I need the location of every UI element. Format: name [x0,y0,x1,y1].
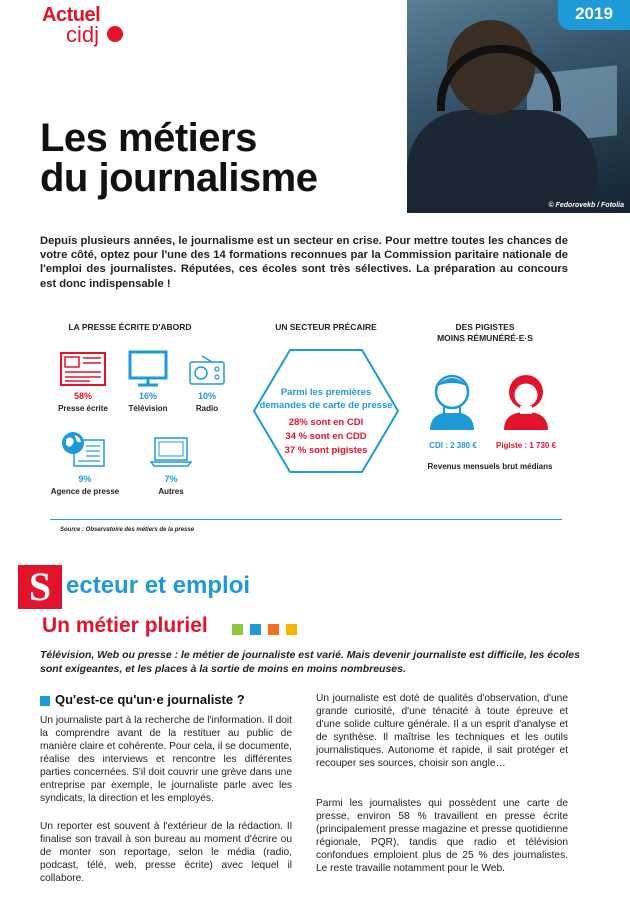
other-pct: 7% [164,474,178,484]
precarious-cdi: 28% sont en CDI [288,417,364,428]
color-square-green [232,624,243,635]
pigistes-title-line1: DES PIGISTES [455,322,515,332]
tv-icon [128,350,168,388]
cdi-salary: CDI : 2 380 € [429,441,477,450]
precarious-pigistes: 37 % sont pigistes [284,445,368,456]
section-initial-letter: S [18,565,62,609]
person-shoulders [407,110,597,213]
salary-caption: Revenus mensuels brut médians [427,462,553,471]
photo-credit: © Fedorovekb / Fotolia [548,202,624,209]
question-heading: Qu'est-ce qu'un·e journaliste ? [55,692,245,707]
precarious-line2: demandes de carte de presse [259,400,393,411]
radio-icon [188,354,226,386]
logo-camera-icon [107,26,123,42]
right-paragraph-1: Un journaliste est doté de qualités d'observation, d'une grande curiosité, d'une ténacité à toute épreuve et d'une solide culture générale. Il a un esprit d'analyse et de synthèse. Il maîtrise les techniques et les outils journalistiques. Autonome et rapide, il sait protéger et recouper ses sources, choisir son angle… [316,693,568,769]
left-paragraph-1: Un journaliste part à la recherche de l'information. Il doit la comprendre avant de la restituer au public de manière claire et cohérente. Pour cela, il se documente, réalise des interviews et rencontre les différentes parties concernées. S'il doit couvrir une grève dans une entreprise par exemple, le journaliste parle avec les syndicats, la direction et les employés. [40,715,292,804]
separator-line [50,519,562,520]
logo-actuel: Actuel [42,4,101,26]
newspaper-icon [60,352,106,386]
source-note: Source : Observatoire des métiers de la presse [60,527,195,533]
section-subtitle: Un métier pluriel [42,614,208,637]
laptop-icon [150,436,192,468]
section-lead: Télévision, Web ou presse : le métier de journaliste est varié. Mais devenir journaliste est difficile, les écoles sont exigeantes, et les places à la sortie de moins en moins nombreuses. [40,649,580,675]
pigiste-person-icon [500,372,552,432]
globe-paper-icon [60,430,106,470]
year-badge: 2019 [558,0,630,30]
logo-cidj: cidj [66,22,100,47]
press-pct: 58% [73,391,92,401]
tv-pct: 16% [138,391,157,401]
precarious-cdd: 34 % sont en CDD [285,431,367,442]
cdi-person-icon [426,372,478,432]
section-title: ecteur et emploi [66,572,251,599]
color-square-orange [268,624,279,635]
precarious-line1: Parmi les premières [280,387,372,398]
intro-paragraph: Depuis plusieurs années, le journalisme est un secteur en crise. Pour mettre toutes les chances de votre côté, optez pour l'une des 14 formations reconnues par la Commission paritaire nationale de l'emploi des journalistes. Réputées, ces écoles sont très sélectives. La préparation au concours est donc indispensable ! [40,235,568,290]
press-label: Presse écrite [58,404,108,413]
agency-pct: 9% [78,474,92,484]
left-paragraph-2: Un reporter est souvent à l'extérieur de la rédaction. Il finalise son travail à son bureau au moment d'écrire ou de monter son reportage, selon le média (radio, podcast, télé, web, presse écrite) avec lequel il collabore. [40,821,292,884]
other-label: Autres [158,487,184,496]
pigiste-salary: Pigiste : 1 730 € [495,441,557,450]
page-title: Les métiers du journalisme [40,116,318,200]
question-bullet [40,696,50,706]
press-column-title: LA PRESSE ÉCRITE D'ABORD [68,322,192,332]
color-square-yellow [286,624,297,635]
tv-label: Télévision [128,404,168,413]
color-square-blue [250,624,261,635]
header-photo [407,0,630,213]
precarious-column-title: UN SECTEUR PRÉCAIRE [275,322,377,332]
right-paragraph-2: Parmi les journalistes qui possèdent une carte de presse, environ 58 % travaillent en presse écrite (principalement presse magazine et presse quotidienne régionale, PQR), tandis que radio et télévision confondues emploient plus de 25 % des journalistes. Le reste travaille notamment pour le Web. [316,798,568,874]
pigistes-title-line2: MOINS RÉMUNÉRÉ·E·S [437,333,533,343]
agency-label: Agence de presse [50,487,120,496]
radio-label: Radio [195,404,219,413]
radio-pct: 10% [197,391,216,401]
